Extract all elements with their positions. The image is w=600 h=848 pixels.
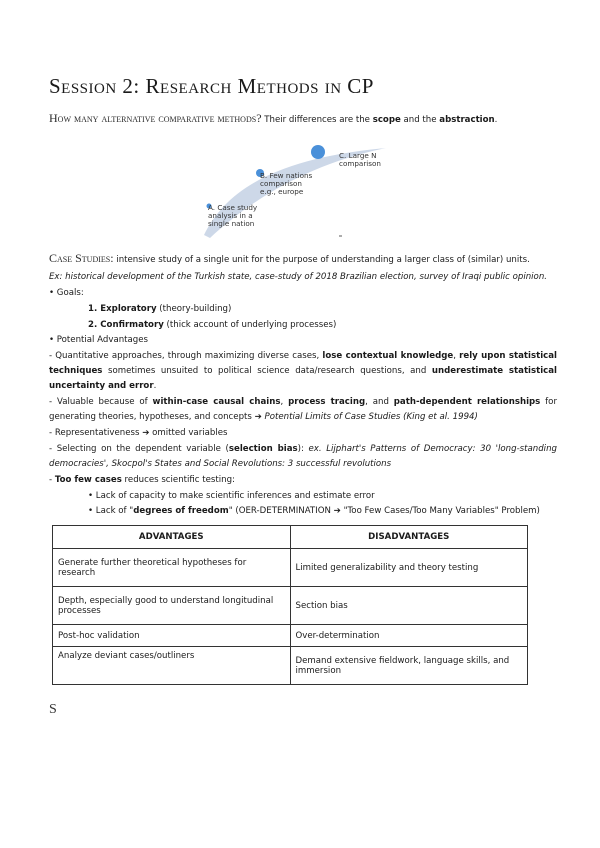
goal-1: 1. Exploratory (theory-building): [88, 304, 232, 314]
table-header-row: [53, 526, 528, 549]
table-cell: Demand extensive fieldwork, language skills, and immersion: [290, 647, 528, 685]
diagram-label-c: C. Large N comparison: [339, 151, 381, 168]
quant-line-3: uncertainty and error.: [49, 381, 157, 391]
selection-line-1: - Selecting on the dependent variable (selection bias): ex. Lijphart's Patterns of Democracy: 30 'long-standing: [49, 444, 557, 454]
page-title: Session 2: Research Methods in CP: [49, 74, 374, 98]
stray-handwritten-mark: S: [49, 702, 57, 717]
table-row: [53, 549, 528, 587]
lack-degrees-freedom: • Lack of "degrees of freedom" (OER-DETERMINATION ➔ "Too Few Cases/Too Many Variables" Problem): [88, 506, 540, 516]
table-cell: Over-determination: [290, 625, 528, 647]
valuable-line-1: - Valuable because of within-case causal chains, process tracing, and path-dependent relationships for: [49, 397, 557, 407]
table-row: [53, 647, 528, 685]
header-disadvantages: DISADVANTAGES: [290, 526, 528, 549]
goals-label: • Goals:: [49, 288, 84, 298]
case-studies-examples: Ex: historical development of the Turkish state, case-study of 2018 Brazilian election, survey of Iraqi public opinion.: [49, 272, 547, 282]
table-row: [53, 587, 528, 625]
representativeness: - Representativeness ➔ omitted variables: [49, 428, 228, 438]
advantages-table: [52, 525, 528, 685]
potential-advantages: • Potential Advantages: [49, 335, 149, 345]
valuable-line-2: generating theories, hypotheses, and concepts ➔ Potential Limits of Case Studies (King et al. 1994): [49, 412, 478, 422]
table-cell: Limited generalizability and theory testing: [290, 549, 528, 587]
intro-label: How many alternative comparative methods?: [49, 111, 262, 125]
goal-2: 2. Confirmatory (thick account of underlying processes): [88, 320, 337, 330]
table-cell: Section bias: [290, 587, 528, 625]
table-cell: Post-hoc validation: [53, 625, 291, 647]
table-cell: Analyze deviant cases/outliners: [53, 647, 291, 685]
selection-line-2: democracies', Skocpol's States and Social Revolutions: 3 successful revolutions: [49, 459, 392, 469]
table-cell: Depth, especially good to understand longitudinal processes: [53, 587, 291, 625]
too-few-cases: - Too few cases reduces scientific testing:: [49, 475, 235, 485]
table-cell: Generate further theoretical hypotheses for research: [53, 549, 291, 587]
lack-capacity: • Lack of capacity to make scientific inferences and estimate error: [88, 491, 375, 501]
case-studies-definition: Case Studies: intensive study of a single unit for the purpose of understanding a larger class of (similar) units.: [49, 251, 530, 265]
diagram-label-b: B. Few nations comparison e.g., europe: [260, 171, 313, 196]
diagram-dot-c: [311, 145, 325, 159]
comparative-methods-diagram: [196, 140, 396, 240]
intro-line: How many alternative comparative methods? Their differences are the scope and the abstraction.: [49, 111, 498, 125]
diagram-label-a: A. Case study analysis in a single nation: [208, 203, 258, 228]
quant-line-1: - Quantitative approaches, through maximizing diverse cases, lose contextual knowledge, rely upon statistical: [49, 351, 557, 361]
quant-line-2: techniques sometimes unsuited to political science data/research questions, and underestimate statistical: [49, 366, 558, 376]
table-row: [53, 625, 528, 647]
case-studies-label: Case Studies:: [49, 251, 114, 265]
header-advantages: ADVANTAGES: [53, 526, 291, 549]
